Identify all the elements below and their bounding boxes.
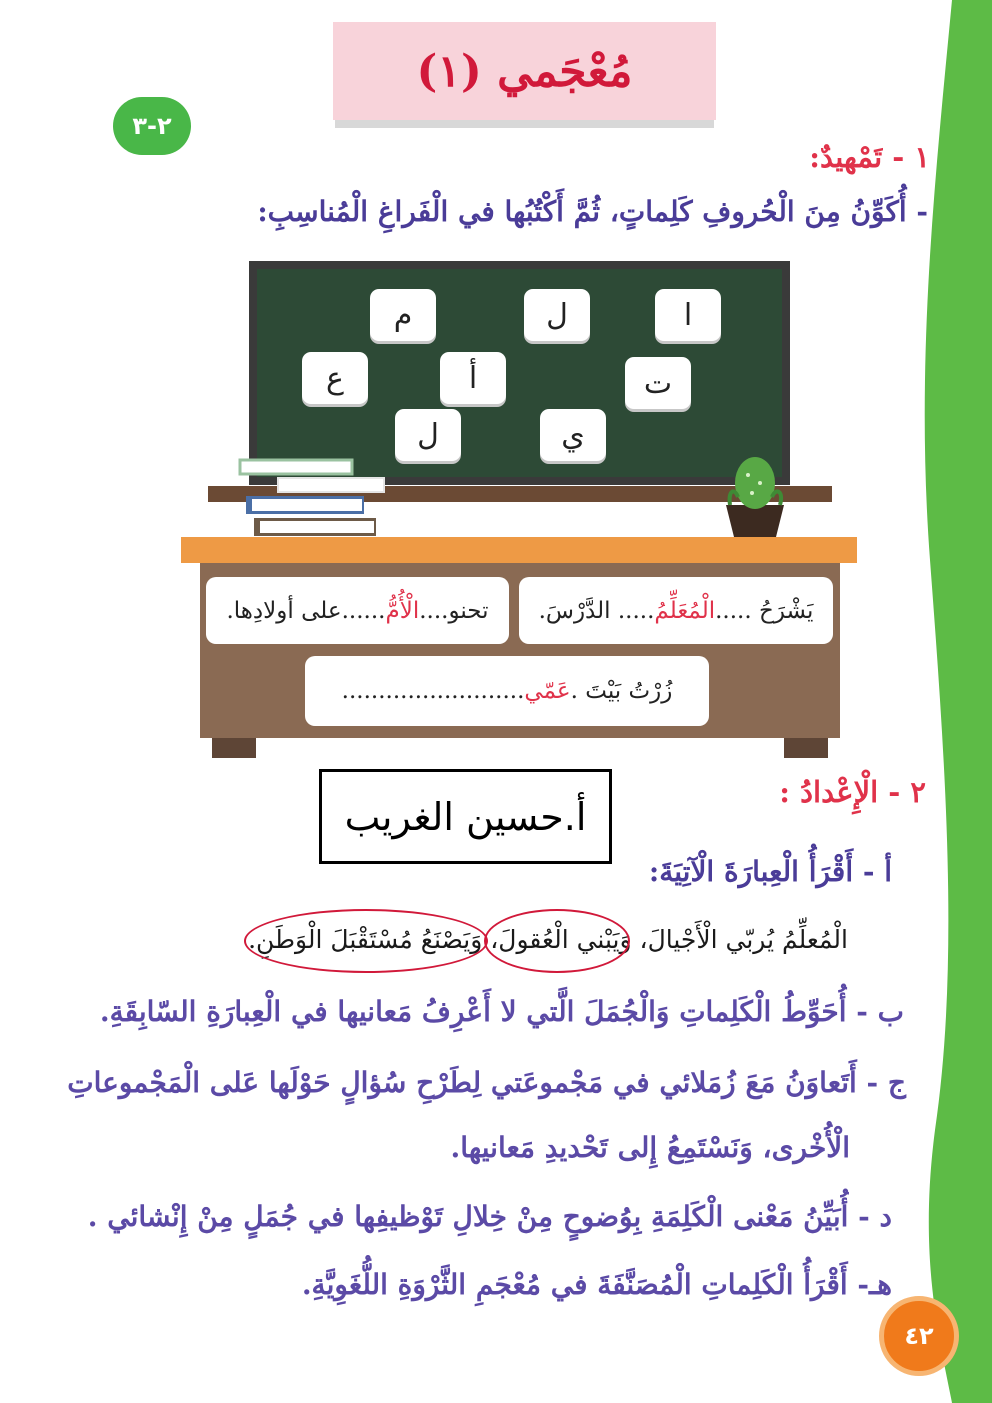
letter-tile: أ — [440, 352, 506, 404]
desk-leg — [784, 738, 828, 758]
card-answer: الْمُعَلِّمُ — [654, 597, 716, 624]
sentence-phrase-2: وَيَصْنَعُ مُسْتَقْبَلَ الْوَطَنِ. — [248, 925, 483, 954]
desk-leg — [212, 738, 256, 758]
item-c-line1: ج - أَتَعاوَنُ مَعَ زُمَلائي في مَجْموعَتي لِطَرْحِ سُؤالٍ حَوْلَها عَلى الْمَجْموعاتِ — [67, 1066, 906, 1099]
fill-card-uncle — [305, 656, 709, 726]
sentence-phrase-1: وَيَبْني الْعُقولَ، — [490, 925, 632, 954]
teacher-signature-box — [319, 769, 612, 864]
fill-card-teacher — [519, 577, 833, 644]
card-text-start: يَشْرَحُ ..... — [715, 597, 814, 624]
item-e: هـ- أَقْرَأُ الْكَلِماتِ الْمُصَنَّفَةَ في مُعْجَمِ الثَّرْوَةِ اللُّغَوِيَّةِ. — [301, 1268, 892, 1301]
item-c-line2: الْأُخْرى، وَنَسْتَمِعُ إِلى تَحْديدِ مَعانيها. — [450, 1131, 850, 1164]
fill-card-mother — [206, 577, 509, 644]
lesson-title-box — [333, 22, 716, 120]
circled-phrase-marker — [244, 909, 488, 973]
chalkboard — [249, 261, 790, 485]
card-text-end: ......................... — [341, 678, 525, 704]
books-stack-icon — [238, 458, 388, 540]
section1-instruction: - أُكَوِّنُ مِنَ الْحُروفِ كَلِماتٍ، ثُمَّ أَكْتُبُها في الْفَراغِ الْمُناسِبِ: — [257, 195, 928, 228]
card-text-end: ......على أولادِها. — [226, 597, 386, 624]
letter-tile: م — [370, 289, 436, 341]
section1-heading: ١ - تَمْهيدٌ: — [809, 140, 930, 174]
item-a: أ - أَقْرَأُ الْعِبارَةَ الْآتِيَةَ: — [648, 855, 892, 888]
letter-tile: ت — [625, 357, 691, 409]
lesson-title: مُعْجَمي (١) — [416, 45, 633, 97]
section2-heading: ٢ - الْإِعْدادُ : — [779, 775, 926, 809]
letter-tile: ع — [302, 352, 368, 404]
item-b: ب - أُحَوِّطُ الْكَلِماتِ وَالْجُمَلَ الَّتي لا أَعْرِفُ مَعانيها في الْعِبارَةِ السّابِقَةِ. — [99, 995, 904, 1028]
cactus-plant-icon — [720, 453, 790, 539]
page-number-badge: ٤٢ — [879, 1296, 959, 1376]
letter-tile: ا — [655, 289, 721, 341]
card-answer: عَمّي — [524, 678, 571, 704]
letter-tile: ي — [540, 409, 606, 461]
teacher-signature: أ.حسين الغريب — [344, 794, 587, 839]
letter-tile: ل — [524, 289, 590, 341]
desk-top — [181, 537, 857, 563]
card-answer: الْأُمُّ — [385, 597, 420, 624]
lesson-number-badge: ٢-٣ — [113, 97, 191, 155]
letter-tile: ل — [395, 409, 461, 461]
card-text-start: تحنو.... — [419, 597, 489, 624]
sentence-start: الْمُعلِّمُ يُربّي الْأَجْيالَ، — [639, 925, 848, 954]
circled-phrase-marker — [484, 909, 630, 973]
card-text-end: ..... الدَّرْسَ. — [538, 597, 655, 624]
card-text-start: زُرْتُ بَيْتَ . — [570, 678, 673, 704]
item-d: د - أُبَيِّنُ مَعْنى الْكَلِمَةِ بِوُضوحٍ مِنْ خِلالِ تَوْظيفِها في جُمَلٍ مِنْ إِنْشائي . — [87, 1200, 892, 1233]
